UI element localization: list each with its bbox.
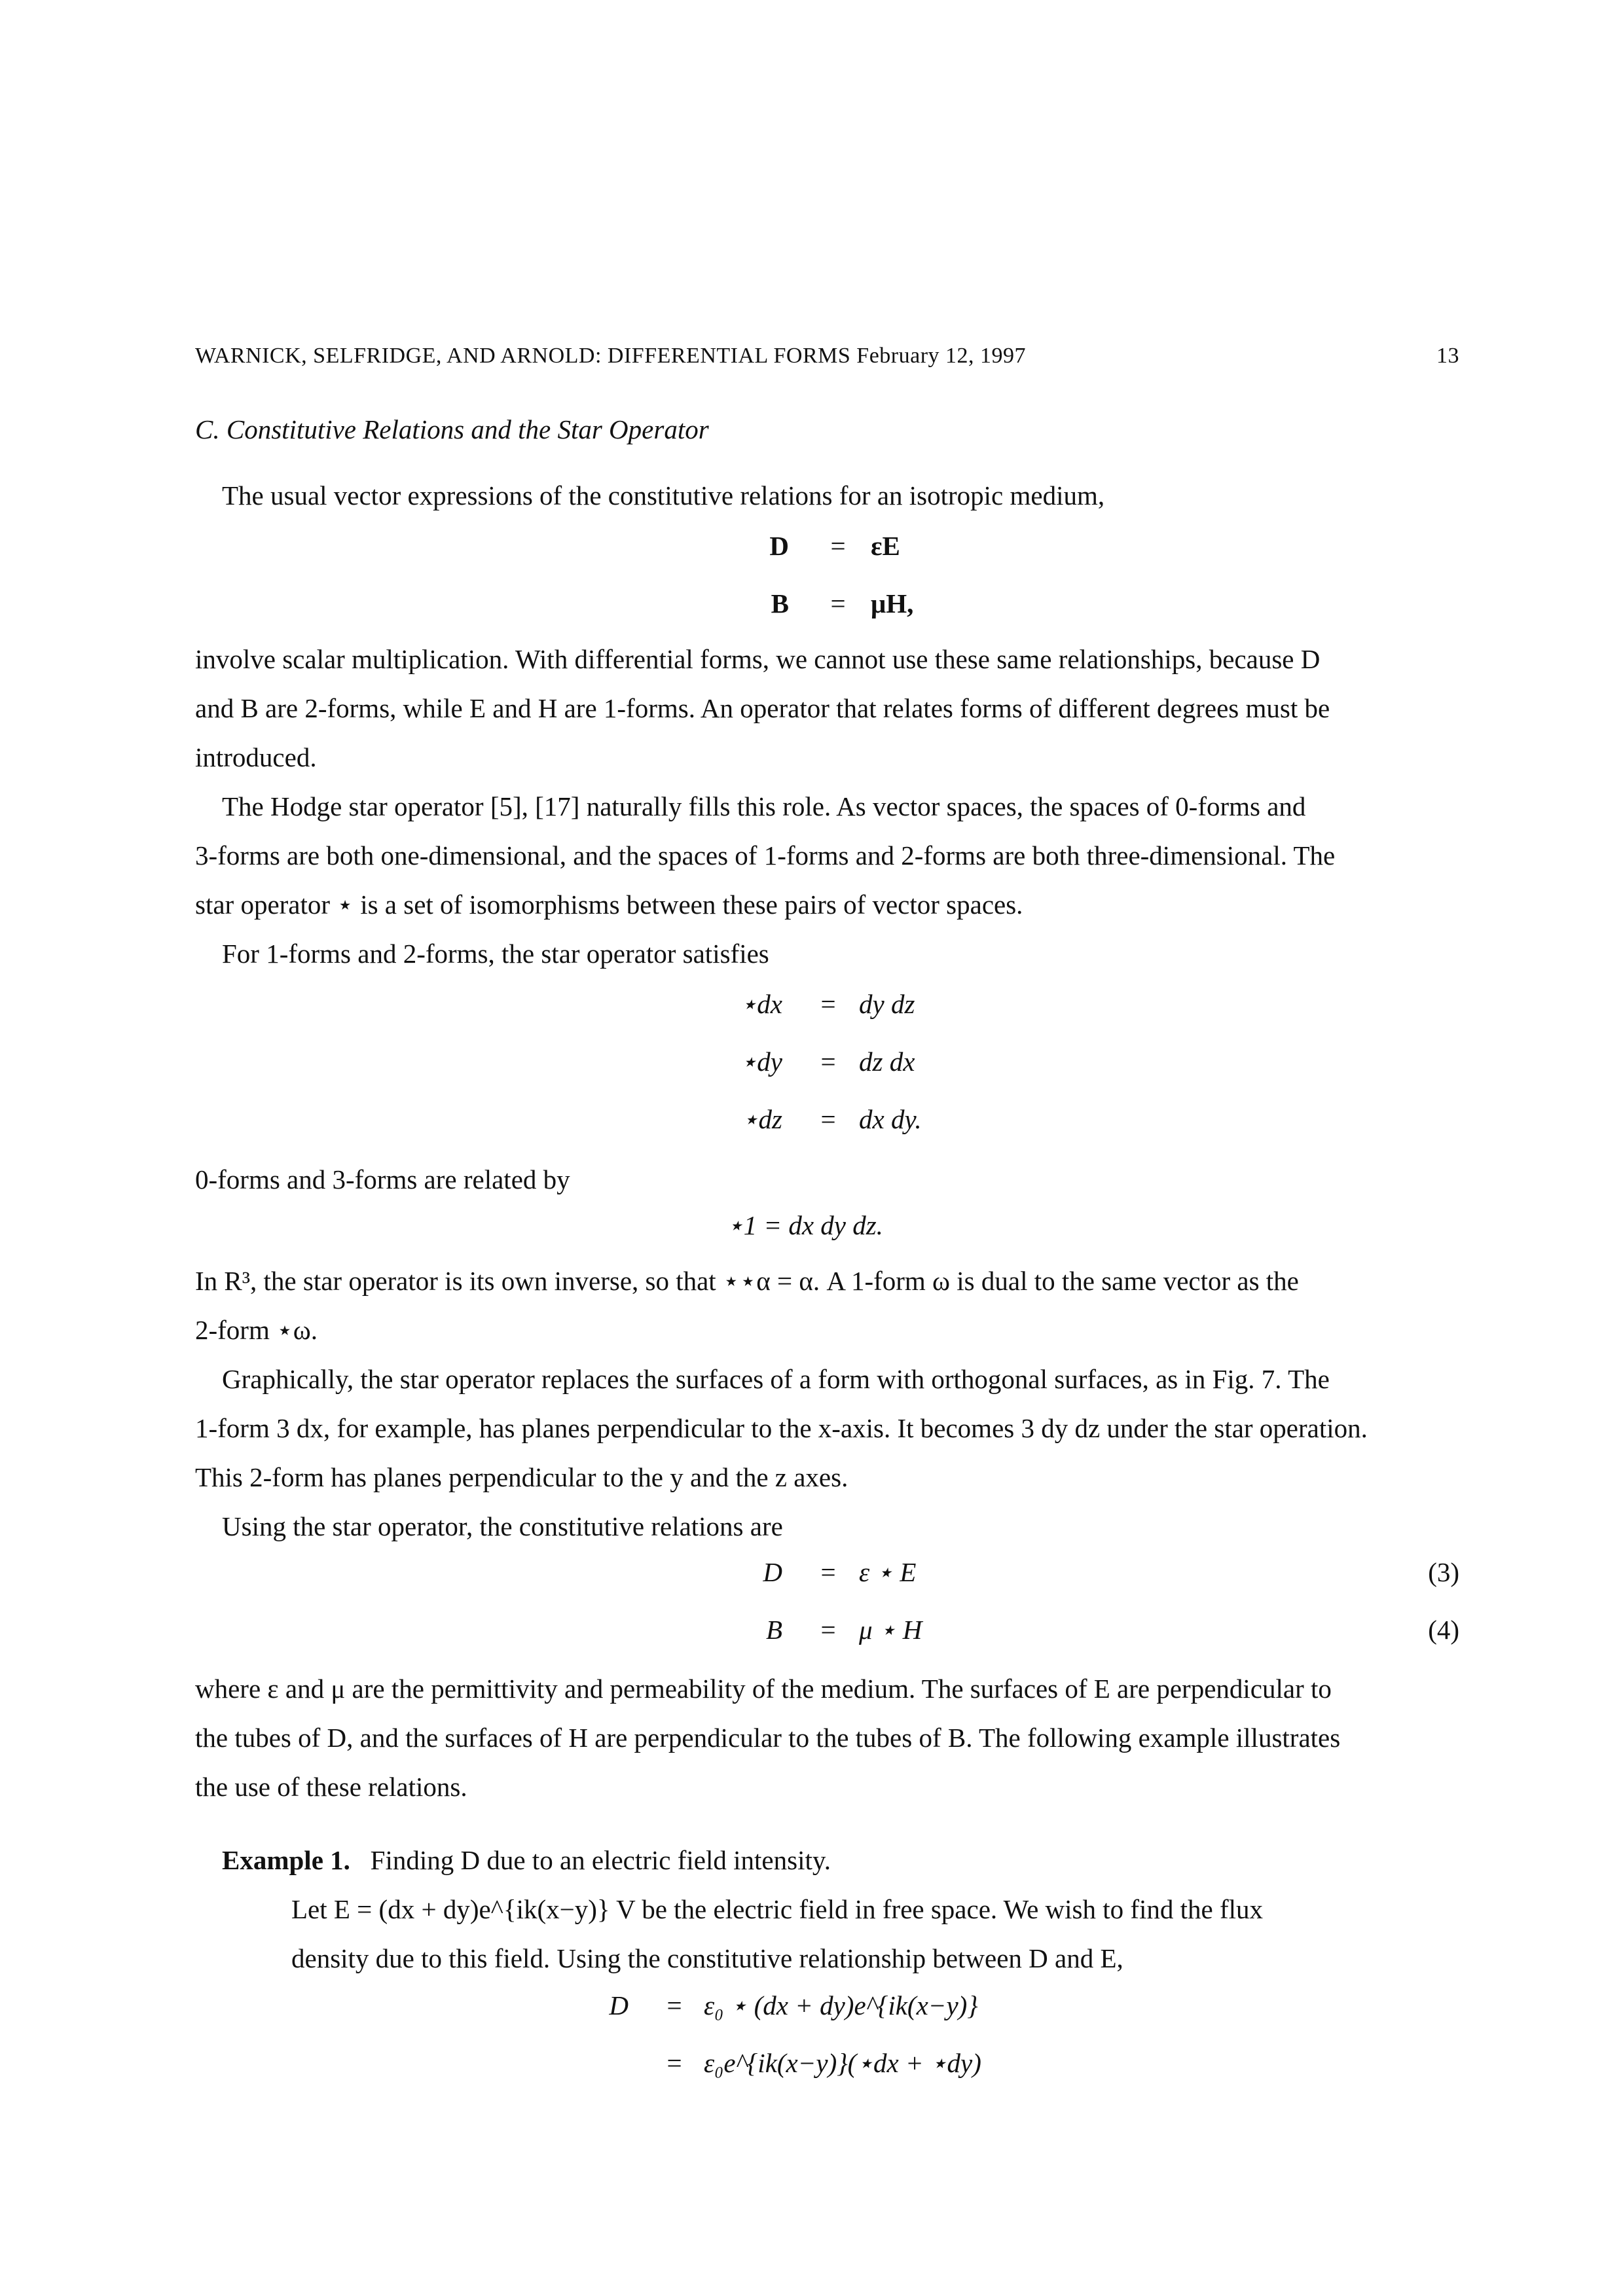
text-line: 0-forms and 3-forms are related by [195,1164,570,1194]
text-line: introduced. [195,742,317,772]
eq-rel: = [820,1557,836,1587]
text-line: involve scalar multiplication. With differential forms, we cannot use these same relationships, because D [195,644,1321,674]
text-line: In R³, the star operator is its own inverse, so that ⋆⋆α = α. A 1-form ω is dual to the same vector as the [195,1266,1299,1296]
eq-rhs: dy dz [859,989,915,1019]
eq-rel: = [820,1615,836,1645]
eq-rhs: ε ⋆ E [859,1557,917,1587]
eq-lhs: D [763,1557,782,1587]
equation-number: (3) [1428,1557,1459,1587]
eq-rhs: dx dy. [859,1104,922,1134]
equation-constitutive-star [720,1556,982,1648]
eq-rel: = [820,989,836,1019]
eq-rhs: μH, [871,588,914,619]
text-line: where ε and μ are the permittivity and permeability of the medium. The surfaces of E are perpendicular to [195,1674,1332,1704]
text-line: Using the star operator, the constitutive relations are [222,1511,783,1541]
paragraph-inverse [195,1257,1299,1355]
eq-rhs: ε₀ ⋆ (dx + dy)e^{ik(x−y)} [704,1990,978,2020]
eq-lhs: ⋆dx [740,989,782,1019]
equation-star-one: ⋆1 = dx dy dz. [727,1210,883,1240]
eq-lhs: D [769,531,789,561]
eq-rel: = [666,2048,682,2078]
eq-rhs: εE [871,531,900,561]
example-label: Example 1. [222,1845,350,1875]
eq-lhs: B [765,1615,782,1645]
page-number: 13 [1436,344,1459,368]
eq-rhs: ε₀e^{ik(x−y)}(⋆dx + ⋆dy) [704,2048,981,2078]
eq-lhs: ⋆dy [740,1047,782,1077]
eq-lhs: B [771,588,789,619]
equation-number: (4) [1428,1615,1459,1645]
paragraph-permittivity [195,1664,1340,1812]
section-title: C. Constitutive Relations and the Star Operator [195,414,709,444]
text-line: 2-form ⋆ω. [195,1315,318,1345]
text-line: 1-form 3 dx, for example, has planes perpendicular to the x-axis. It becomes 3 dy dz under the star operation. [195,1413,1368,1443]
text-line: Graphically, the star operator replaces the surfaces of a form with orthogonal surfaces, as in Fig. 7. The [222,1364,1330,1394]
text-line: For 1-forms and 2-forms, the star operator satisfies [222,939,769,969]
paragraph-hodge-star [195,782,1335,929]
text-line: and B are 2-forms, while E and H are 1-forms. An operator that relates forms of different degrees must be [195,693,1330,723]
text-line: the use of these relations. [195,1772,467,1802]
eq-rhs: dz dx [859,1047,915,1077]
example-body [291,1885,1263,1983]
text-line: Let E = (dx + dy)e^{ik(x−y)} V be the electric field in free space. We wish to find the flux [291,1894,1264,1924]
text-line: This 2-form has planes perpendicular to the y and the z axes. [195,1462,848,1492]
eq-rel: = [820,1047,836,1077]
running-header: WARNICK, SELFRIDGE, AND ARNOLD: DIFFERENTIAL FORMS February 12, 1997 [195,344,1027,368]
text-line: star operator ⋆ is a set of isomorphisms between these pairs of vector spaces. [195,889,1023,920]
eq-lhs: D [609,1990,629,2020]
eq-rel: = [830,531,846,561]
paragraph-graphical [195,1355,1368,1502]
equation-star-one-forms [720,988,982,1139]
text-line: The Hodge star operator [5], [17] naturally fills this role. As vector spaces, the spaces of 0-forms and [222,791,1306,821]
eq-rel: = [820,1104,836,1134]
paragraph-star-satisfies [195,929,769,978]
text-line: 3-forms are both one-dimensional, and the spaces of 1-forms and 2-forms are both three-dimensional. The [195,840,1336,870]
example-title: Finding D due to an electric field intensity. [370,1845,831,1875]
paragraph-scalar-multiplication [195,635,1330,782]
example-heading [222,1836,831,1885]
eq-lhs: ⋆dz [741,1104,782,1134]
eq-rhs: μ ⋆ H [859,1615,922,1645]
equation-vector-relations [720,530,982,622]
text-line: density due to this field. Using the constitutive relationship between D and E, [291,1943,1123,1973]
paragraph-intro [195,471,1104,520]
paragraph-zero-three-forms [195,1155,570,1204]
text-line: the tubes of D, and the surfaces of H are perpendicular to the tubes of B. The following example illustrates [195,1723,1341,1753]
eq-rel: = [830,588,846,619]
eq-rel: = [666,1990,682,2020]
equation-example-D [589,1990,1113,2081]
text-line: The usual vector expressions of the constitutive relations for an isotropic medium, [222,480,1105,511]
paragraph-using-star [195,1502,783,1551]
